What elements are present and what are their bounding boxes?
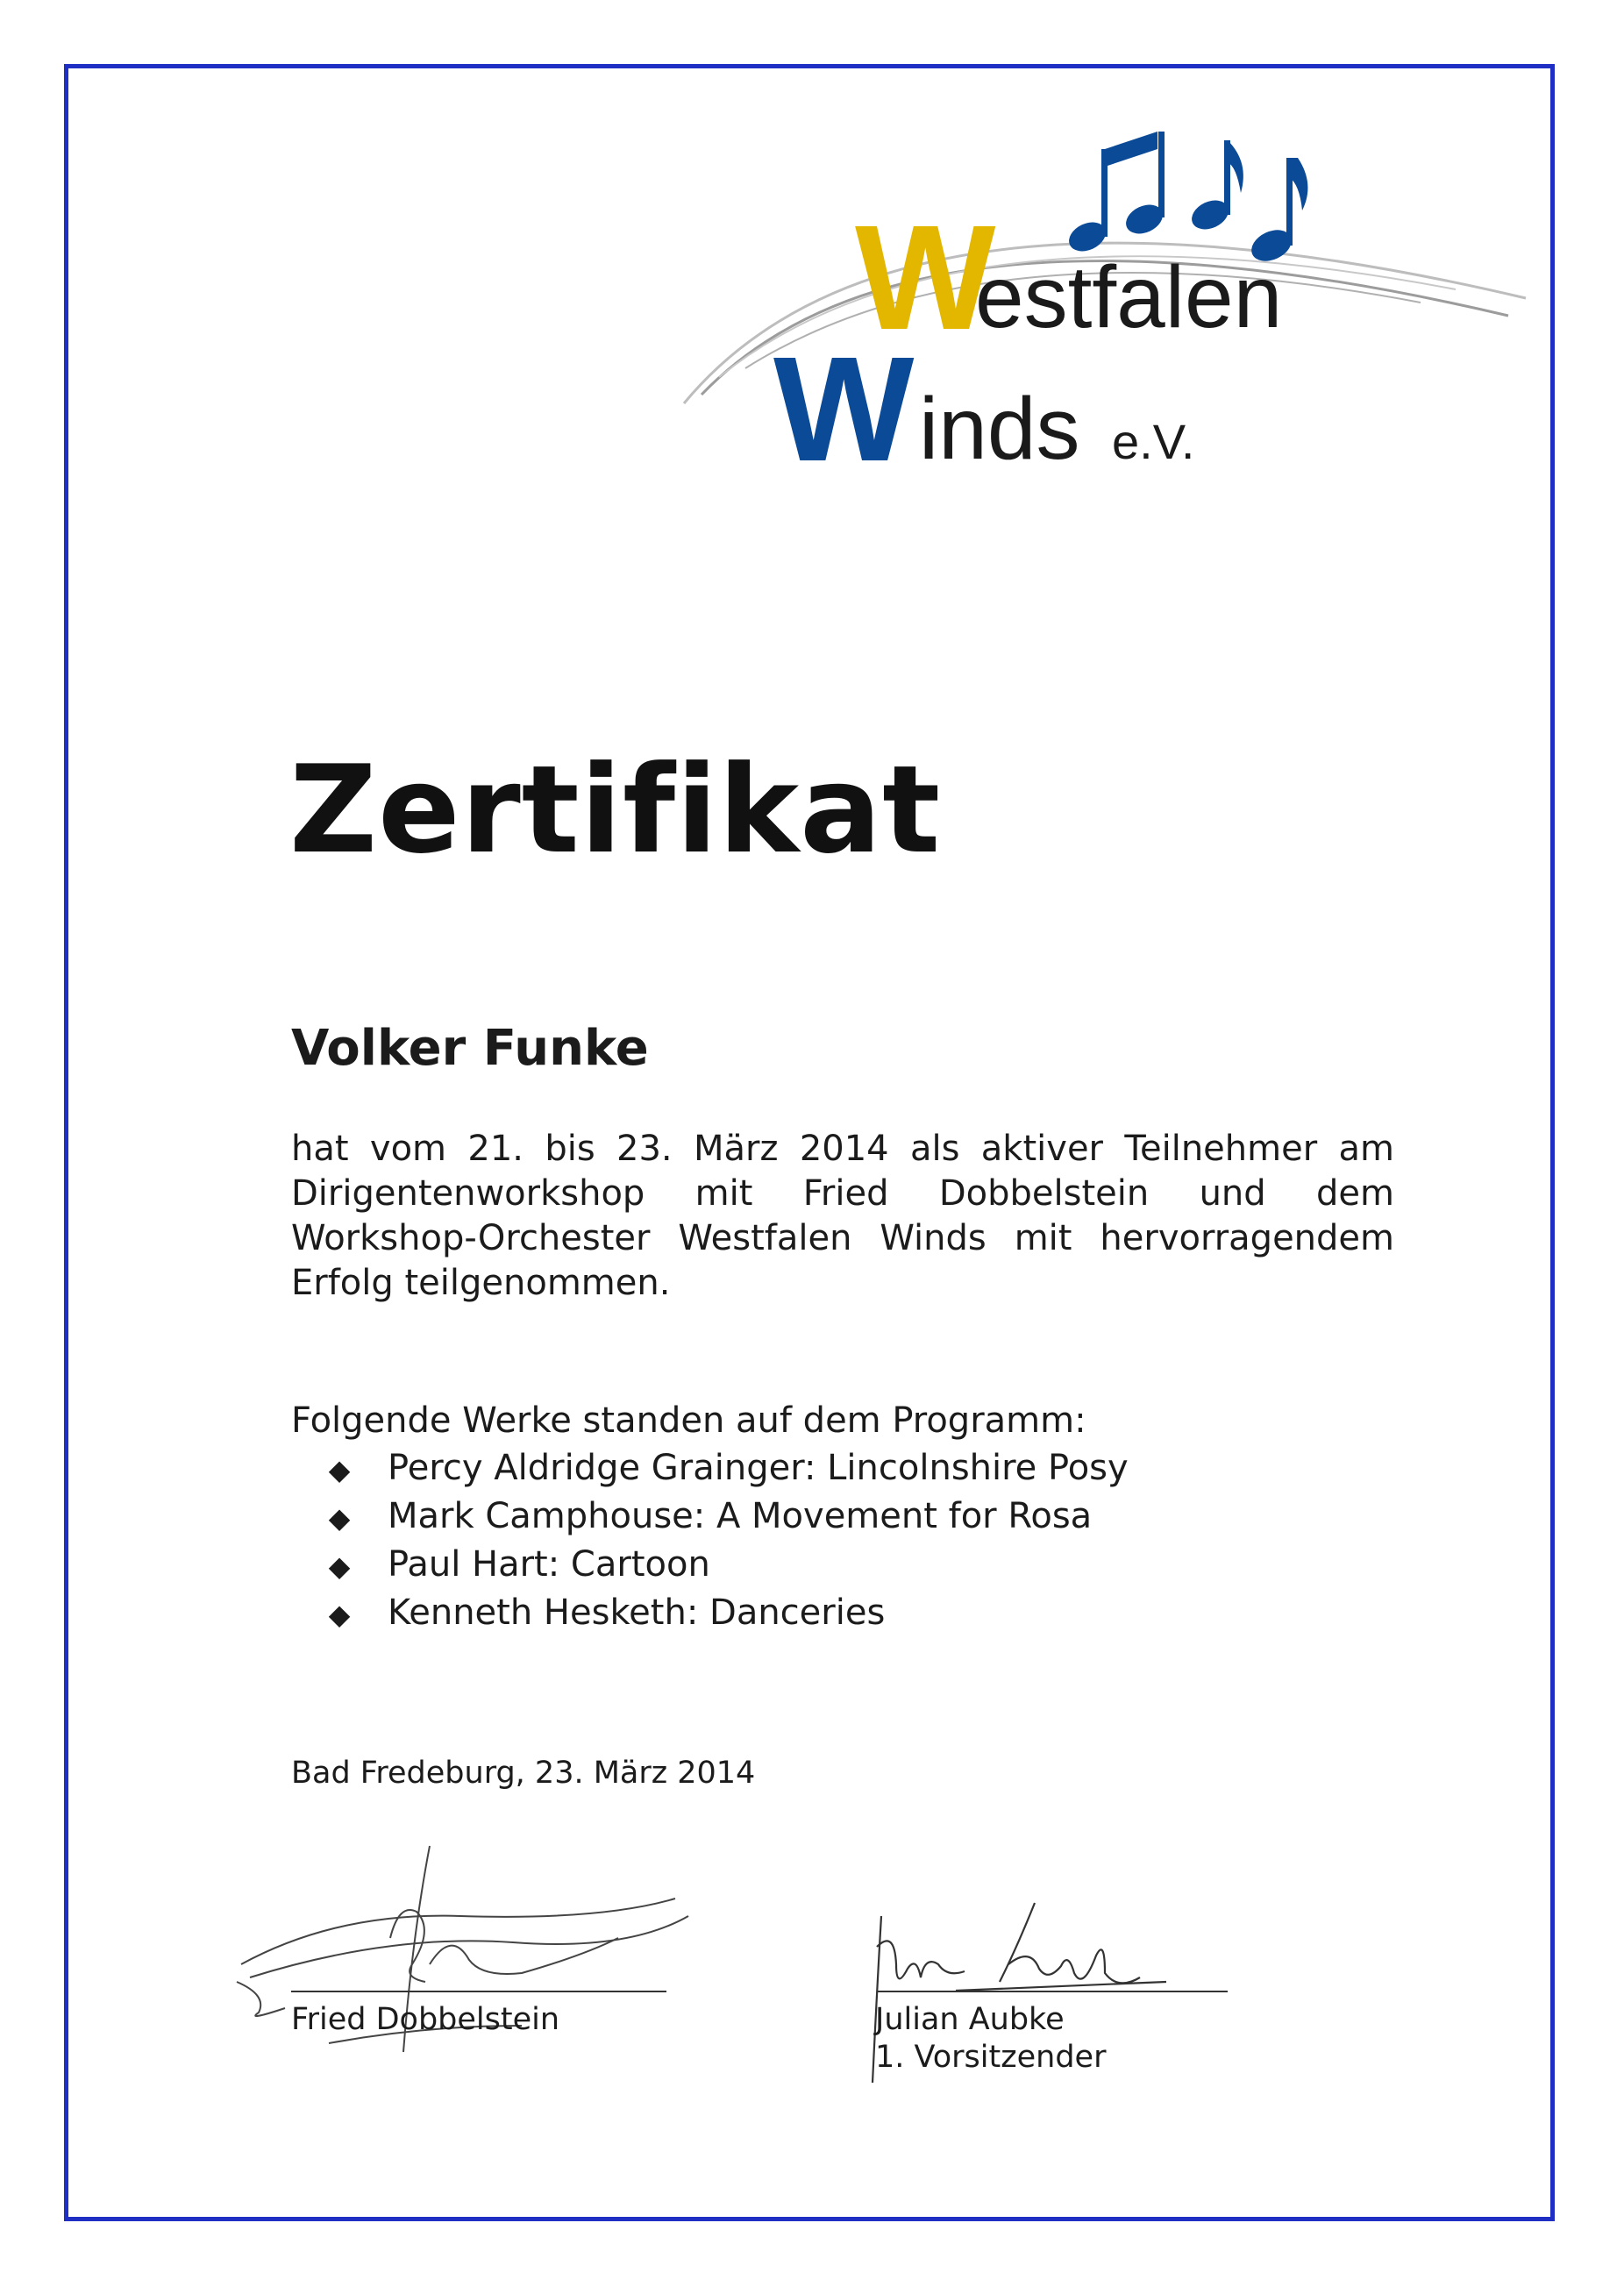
signer-left-name: Fried Dobbelstein — [291, 2002, 560, 2037]
program-list — [291, 1445, 1129, 1638]
music-notes-icon — [1065, 132, 1308, 267]
participant-name: Volker Funke — [291, 1020, 649, 1077]
diamond-bullet-icon: ◆ — [328, 1550, 351, 1583]
diamond-bullet-icon: ◆ — [328, 1501, 351, 1535]
certificate-title: Zertifikat — [289, 739, 942, 880]
diamond-bullet-icon: ◆ — [328, 1453, 351, 1486]
signature-line-right — [877, 1991, 1228, 1992]
list-item: ◆ Percy Aldridge Grainger: Lincolnshire Posy — [291, 1445, 1129, 1493]
logo-suffix: e.V. — [1112, 414, 1195, 469]
program-intro: Folgende Werke standen auf dem Programm: — [291, 1400, 1086, 1441]
place-date: Bad Fredeburg, 23. März 2014 — [291, 1756, 756, 1791]
logo-letter-w-blue: W — [773, 326, 915, 482]
westfalen-winds-logo — [666, 114, 1535, 482]
signer-right-name: Julian Aubke — [875, 2002, 1065, 2037]
signer-right-role: 1. Vorsitzender — [875, 2040, 1107, 2075]
diamond-bullet-icon: ◆ — [328, 1598, 351, 1631]
list-item: ◆ Paul Hart: Cartoon — [291, 1542, 1129, 1590]
list-item: ◆ Kenneth Hesketh: Danceries — [291, 1590, 1129, 1638]
logo-letter-w-yellow: W — [855, 195, 996, 361]
signature-line-left — [291, 1991, 666, 1992]
list-item: ◆ Mark Camphouse: A Movement for Rosa — [291, 1493, 1129, 1542]
logo-word-inds: inds — [919, 380, 1080, 478]
logo-word-estfalen: estfalen — [975, 248, 1283, 346]
certificate-body-text: hat vom 21. bis 23. März 2014 als aktiver Teilnehmer am Dirigentenworkshop mit Fried Dobbelstein und dem Workshop-Orchester Westfalen Winds mit hervorragendem Erfolg teilgenommen. — [291, 1129, 1394, 1303]
